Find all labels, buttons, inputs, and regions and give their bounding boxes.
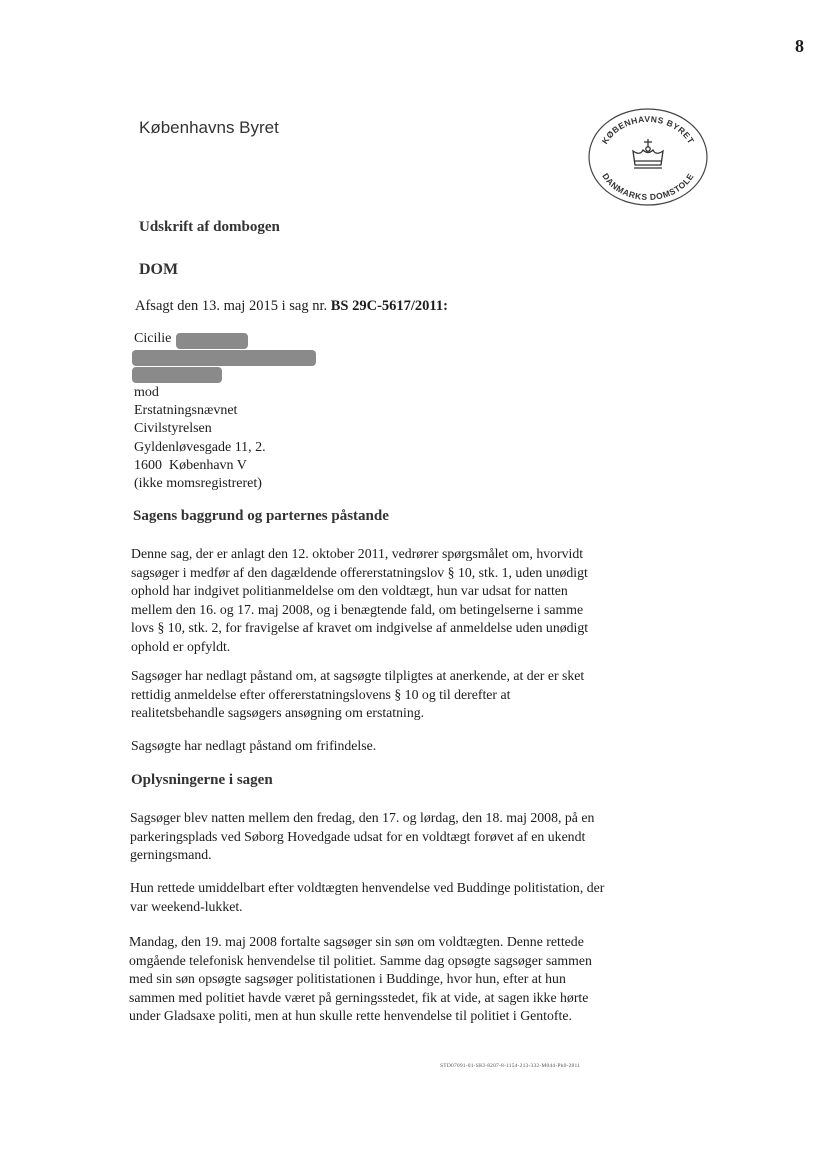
defendant-line: (ikke momsregistreret) [134,476,262,492]
court-seal [587,107,709,207]
defendant-line: Gyldenløvesgade 11, 2. [134,439,266,455]
defendant-line: Erstatningsnævnet [134,403,238,419]
svg-text:DANMARKS DOMSTOLE [600,171,695,202]
plaintiff-first-name: Cicilie [134,331,172,346]
redaction-bar [132,350,316,366]
paragraph: Mandag, den 19. maj 2008 fortalte sagsøger sin søn om voldtægten. Denne rettede omgående telefonisk henvendelse til politiet. Samme dag opsøgte sagsøger sammen med sin søn opsøgte sagsøger politistationen i Buddinge, hvor hun, efter at hun sammen med politiet havde været på gerningsstedet, fik at vide, at sagen ikke hørte under Gladsaxe politi, men at hun skulle rette henvendelse til politiet i Gentofte. [129,934,592,1023]
heading-udskrift: Udskrift af dombogen [139,219,280,235]
heading-dom: DOM [139,261,179,278]
seal-bottom-text: DANMARKS DOMSTOLE [600,171,696,203]
defendant-line: mod [134,385,159,400]
court-name: Københavns Byret [139,118,279,137]
defendant-line: 1600 København V [134,457,247,473]
paragraph: Sagsøger blev natten mellem den fredag, den 17. og lørdag, den 18. maj 2008, på en parkeringsplads ved Søborg Hovedgade udsat for en voldtægt forøvet af en ukendt gerningsmand. [130,810,595,862]
case-number: BS 29C-5617/2011: [330,298,448,314]
plaintiff-block [134,331,171,347]
paragraph: Sagsøgte har nedlagt påstand om frifindelse. [131,738,377,753]
section-title-oplysninger: Oplysningerne i sagen [131,772,273,788]
paragraph: Hun rettede umiddelbart efter voldtægten henvendelse ved Buddinge politistation, der var weekend-lukket. [130,880,605,914]
afsagt-prefix: Afsagt den 13. maj 2015 i sag nr. [135,298,331,314]
paragraph: Denne sag, der er anlagt den 12. oktober 2011, vedrører spørgsmålet om, hvorvidt sagsøger i medfør af den dagældende offererstatningslov § 10, stk. 1, uden unødigt ophold har indgivet politianmeldelse om den voldtægt, hun var udsat for natten mellem den 16. og 17. maj 2008, og i benægtende fald, om betingelserne i samme lovs § 10, stk. 2, for fravigelse af kravet om indgivelse af anmeldelse uden unødigt ophold er opfyldt. [131,546,589,654]
redaction-bar [176,333,248,349]
redaction-bar [132,367,222,383]
page-number: 8 [795,36,804,56]
crown-icon [633,139,663,168]
section-title-baggrund: Sagens baggrund og parternes påstande [133,508,389,524]
seal-top-text: KØBENHAVNS BYRET [599,113,697,146]
paragraph: Sagsøger har nedlagt påstand om, at sagsøgte tilpligtes at anerkende, at der er sket rettidig anmeldelse efter offererstatningslovens § 10 og til derefter at realitetsbehandle sagsøgers ansøgning om erstatning. [131,668,585,720]
document-footer-code: STD07091-01-SKI-8207-8-1154-213-332-M044-Pk0-2811 [440,1063,581,1069]
afsagt-line [135,298,448,315]
defendant-block [134,384,266,493]
defendant-line: Civilstyrelsen [134,421,212,437]
